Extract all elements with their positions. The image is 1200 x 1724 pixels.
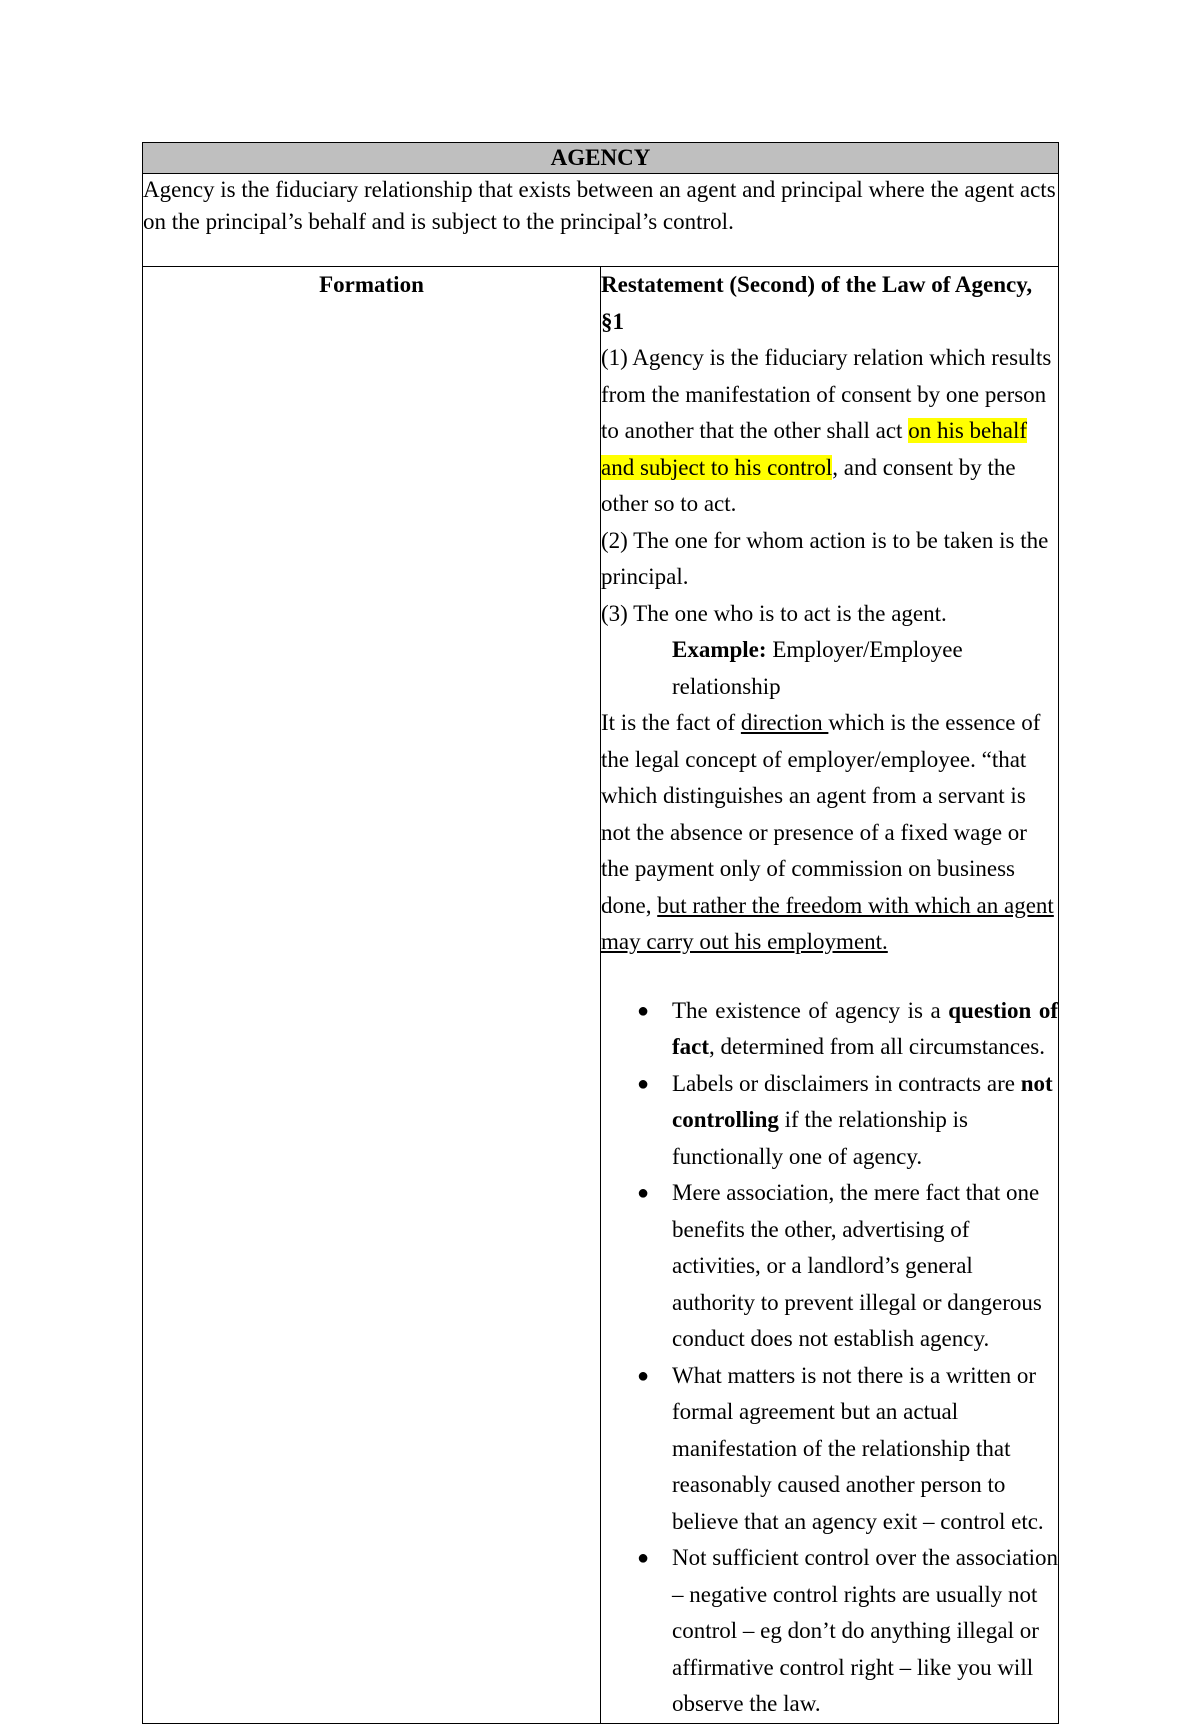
example-label: Example: <box>672 637 767 662</box>
restatement-para-3: (3) The one who is to act is the agent. <box>601 600 947 626</box>
bullet-icon: ● <box>637 1364 650 1387</box>
agency-outline-table <box>142 142 1059 1724</box>
restatement-para-1: (1) Agency is the fiduciary relation which results from the manifestation of consent by one person to another that the other shall act on his behalf and subject to his control, and consent by the other so to act. <box>601 345 1052 516</box>
bullet-icon: ● <box>637 1547 650 1569</box>
underlined-quote: but rather the freedom with which an agent may carry out his employment. <box>601 892 1054 954</box>
restatement-heading: Restatement (Second) of the Law of Agency, §1 <box>601 272 1033 334</box>
bullet-list <box>601 993 1058 1723</box>
bullet-icon: ● <box>637 999 650 1022</box>
direction-word: direction <box>740 710 829 735</box>
agency-definition: Agency is the fiduciary relationship that exists between an agent and principal where the agent acts on the principal’s behalf and is subject to the principal’s control. <box>143 174 1059 267</box>
list-item: ● Labels or disclaimers in contracts are not controlling if the relationship is functionally one of agency. <box>601 1066 1058 1176</box>
list-item: ● Not sufficient control over the association – negative control rights are usually not control – eg don’t do anything illegal or affirmative control right – like you will observe the law. <box>601 1540 1058 1723</box>
formation-content <box>601 267 1059 1724</box>
highlighted-phrase: on his behalf and subject to his control <box>601 418 1028 480</box>
list-item: ● What matters is not there is a written or formal agreement but an actual manifestation of the relationship that reasonably caused another person to believe that an agency exit – control etc. <box>601 1358 1058 1541</box>
direction-paragraph: It is the fact of direction which is the essence of the legal concept of employer/employee. “that which distinguishes an agent from a servant is not the absence or presence of a fixed wage or the payment only of commission on business done, but rather the freedom with which an agent may carry out his employment. <box>601 710 1054 954</box>
bullet-icon: ● <box>637 1072 650 1095</box>
spacer <box>601 961 1058 993</box>
bullet-icon: ● <box>637 1182 650 1204</box>
table-title: AGENCY <box>143 143 1059 174</box>
list-item: ● Mere association, the mere fact that one benefits the other, advertising of activities, or a landlord’s general authority to prevent illegal or dangerous conduct does not establish agency. <box>601 1175 1058 1358</box>
example-line: Example: Employer/Employee relationship <box>672 637 963 699</box>
row-label-formation: Formation <box>143 267 601 1724</box>
list-item: ● The existence of agency is a question of fact, determined from all circumstances. <box>601 993 1058 1066</box>
restatement-para-2: (2) The one for whom action is to be taken is the principal. <box>601 527 1049 589</box>
